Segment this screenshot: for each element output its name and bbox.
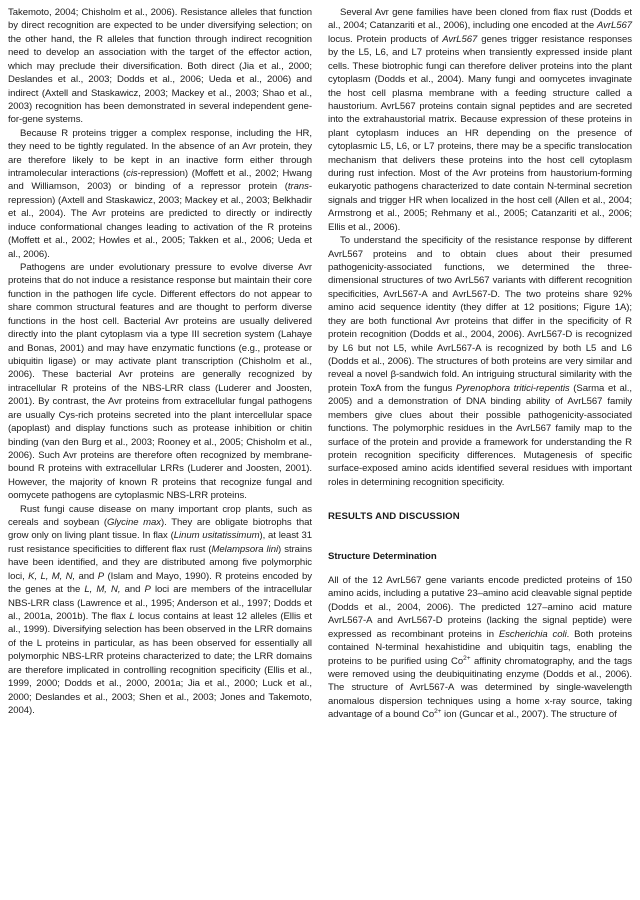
paragraph: To understand the specificity of the resistance response by different AvrL567 proteins and to obtain clues about their presumed pathogenicity-associated functions, we determined the three-dimensional structures of two AvrL567 variants with different recognition specificities, AvrL567-A and AvrL567-D. The two proteins share 92% amino acid sequence identity (they differ at 12 positions; Figure 1A); they are both functional Avr proteins that differ in the specificity of R protein recognition (Dodds et al., 2004, 2006). AvrL567-D is recognized by L6 but not L5, while AvrL567-A is recognized by both L5 and L6 (Dodds et al., 2006). The structures of both proteins are very similar and reveal a novel β-sandwich fold. An intriguing structural similarity with the protein ToxA from the fungus Pyrenophora tritici-repentis (Sarma et al., 2005) and a demonstration of DNA binding ability of AvrL567 family members give clues about their possible pathogenicity-associated functions. The polymorphic residues in the AvrL567 family map to the surface of the protein and provide a framework for understanding the R protein recognition specificity differences. Mutagenesis of specific surface-exposed amino acids identified several residues with important roles in determining recognition specificity. xyxy=(328,235,633,488)
subsection-heading: Structure Determination xyxy=(328,550,437,562)
italic-term: P xyxy=(97,570,105,582)
italic-term: Melampsora lini xyxy=(211,543,279,555)
paragraph: Several Avr gene families have been cloned from flax rust (Dodds et al., 2004; Catanzariti et al., 2006), including one encoded at the AvrL567 locus. Protein products of AvrL567 genes trigger resistance responses by the L5, L6, and L7 proteins when transiently expressed inside plant cells. These biotrophic fungi can therefore deliver proteins into the plant cytoplasm (Dodds et al., 2004). Many fungi and oomycetes invaginate the host cell plasma membrane with a feeding structure called a haustorium. AvrL567 proteins contain signal peptides and are secreted into the extrahaustorial matrix. Because expression of these proteins in plant cytoplasm induces an HR depending on the presence of cytoplasmic L5, L6, or L7 proteins, there may be a specific translocation mechanism that delivers these proteins into the host cell cytoplasm during rust infection. Most of the Avr proteins from haustorium-forming eukaryotic pathogens characterized to date contain N-terminal secretion signals and trigger HR when localized in the host cell (Allen et al., 2004; Armstrong et al., 2005; Rehmany et al., 2005; Catanzariti et al., 2006; Ellis et al., 2006). xyxy=(328,7,632,233)
paragraph: Because R proteins trigger a complex response, including the HR, they need to be tightly regulated. In the absence of an Avr protein, they are therefore likely to be kept in an inactive form either through intramolecular interactions (cis-repression) (Moffett et al., 2002; Hwang and Williamson, 2003) or binding of a repressor protein (trans-repression) (Axtell and Staskawicz, 2003; Mackey et al., 2003; Belkhadir et al., 2004). The Avr proteins are predicted to directly or indirectly induce conformational changes leading to activation of the R proteins (Moffett et al., 2002; Howles et al., 2005; Takken et al., 2006; Ueda et al., 2006). xyxy=(8,127,313,260)
superscript: 2+ xyxy=(434,708,442,716)
italic-term: Linum usitatissimum xyxy=(173,530,260,542)
right-column xyxy=(328,6,632,900)
italic-term: Pyrenophora tritici-repentis xyxy=(455,382,570,394)
italic-term: K, L, M, N, xyxy=(28,570,76,582)
superscript: 2+ xyxy=(463,654,471,662)
paragraph: All of the 12 AvrL567 gene variants encode predicted proteins of 150 amino acids, including a putative 23–amino acid cleavable signal peptide (Dodds et al., 2004, 2006). The predicted 127–amino acid mature AvrL567-A and AvrL567-D proteins (lacking the signal peptide) were expressed as recombinant proteins in Escherichia coli. Both proteins contained N-terminal hexahistidine and ubiquitin tags, enabling the proteins to be purified using $Co^{2+}$ affinity chromatography, and the tags were removed using the deubiquitinating enzyme (Dodds et al., 2006). The structure of AvrL567-A was determined by single-wavelength anomalous dispersion techniques using a home x-ray source, taking advantage of a bound $Co^{2+}$ ion (Guncar et al., 2007). The structure of xyxy=(328,575,632,721)
italic-term: P xyxy=(144,584,151,596)
paragraph: Pathogens are under evolutionary pressure to evolve diverse Avr proteins that do not induce a resistance response but maintain their core function in the pathogen life cycle. Different effectors do not appear to share common structural features and are thought to perform diverse functions in the host cell. Bacterial Avr proteins are usually delivered directly into the plant cytoplasm via a type III secretion system (Lahaye and Bonas, 2001) and may have enzymatic functions (e.g., protease or ubiquitin ligase) or may activate plant transcription (Chisholm et al., 2006). These bacterial Avr proteins are generally recognized by intracellular R proteins of the NBS-LRR class (Luderer and Joosten, 2001). By contrast, the Avr proteins from extracellular fungal pathogens are usually Cys-rich proteins secreted into the plant intercellular space (apoplast) and display functions such as protease inhibition or chitin binding (van den Burg et al., 2003; Rooney et al., 2005; Chisholm et al., 2006). Such Avr proteins are therefore often recognized by membrane-bound R proteins with extracellular LRRs (Luderer and Joosten, 2001). However, the majority of known R proteins that recognize fungal and oomycete pathogens are cytoplasmic NBS-LRR proteins. xyxy=(8,262,312,502)
italic-term: trans xyxy=(287,181,309,193)
paragraph: Rust fungi cause disease on many important crop plants, such as cereals and soybean (Glycine max). They are obligate biotrophs that grow only on living plant tissue. In flax (Linum usitatissimum), at least 31 rust resistance specificities to different flax rust (Melampsora lini) strains have been identified, and they are distributed among five polymorphic loci, K, L, M, N, and P (Islam and Mayo, 1990). R proteins encoded by the genes at the L, M, N, and P loci are members of the intracellular NBS-LRR class (Lawrence et al., 1995; Anderson et al., 1997; Dodds et al., 2001a, 2001b). The flax L locus contains at least 12 alleles (Ellis et al., 1999). Diversifying selection has been observed in the LRR domains of the L proteins in particular, as has been observed for essentially all polymorphic NBS-LRR proteins characterized to date; the LRR domains are therefore implicated in controlling recognition specificity (Ellis et al., 1999, 2000; Dodds et al., 2000, 2001a; Jia et al., 2000; Luck et al., 2000; Deslandes et al., 2003; Shen et al., 2003; Jones and Takemoto, 2004). xyxy=(8,503,312,716)
italic-term: L, M, N, xyxy=(84,584,121,596)
italic-term: AvrL567 xyxy=(596,20,632,32)
left-column xyxy=(8,6,312,900)
italic-term: Glycine max xyxy=(106,517,161,529)
italic-term: cis xyxy=(126,168,138,180)
italic-term: Escherichia coli xyxy=(498,628,567,640)
italic-term: AvrL567 xyxy=(442,33,478,45)
italic-term: L xyxy=(129,610,135,622)
paragraph: Takemoto, 2004; Chisholm et al., 2006). Resistance alleles that function by direct recognition are expected to be under diversifying selection; on the other hand, the R alleles that function through indirect recognition need to develop an association with the target of the effector action, which may preclude their diversification. Both direct (Jia et al., 2000; Deslandes et al., 2003; Dodds et al., 2006; Ueda et al., 2006) and indirect (Axtell and Staskawicz, 2003; Mackey et al., 2003; Shao et al., 2003) recognition has been demonstrated in several independent gene-for-gene systems. xyxy=(8,7,312,126)
section-heading: RESULTS AND DISCUSSION xyxy=(328,511,460,523)
